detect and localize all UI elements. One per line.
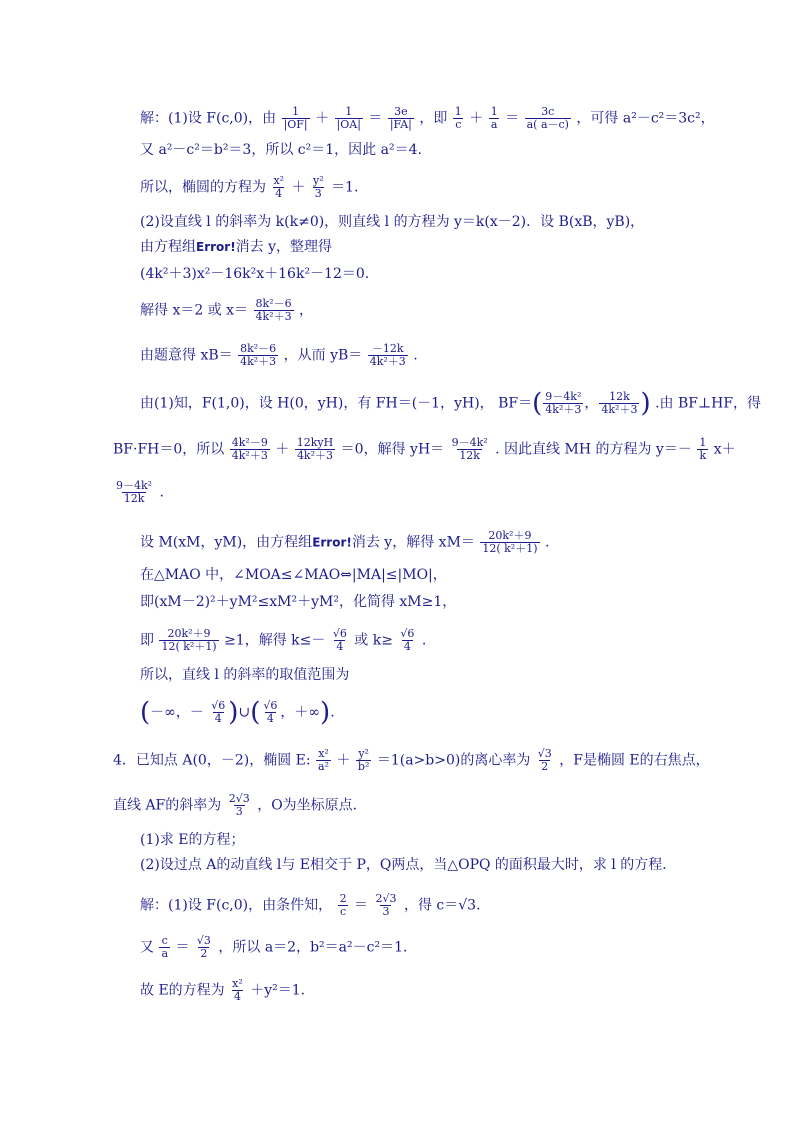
numerator: 9－4k²	[451, 436, 488, 449]
solution-line-6: (4k²＋3)x²－16k²x＋16k²－12＝0.	[140, 266, 370, 282]
text: ＋	[336, 752, 351, 769]
numerator: √6	[263, 699, 278, 712]
solution-4-line-3	[140, 978, 305, 1003]
text: ＝1(a>b>0)的离心率为	[376, 752, 531, 769]
numerator: 4k²－9	[231, 436, 268, 449]
text: －∞，－	[150, 704, 204, 721]
text: ∪	[238, 704, 251, 721]
fraction	[261, 700, 279, 725]
numerator: 1	[699, 436, 707, 449]
problem-4-line-2	[113, 793, 367, 818]
fraction	[388, 106, 414, 131]
text: BF·FH＝0，所以	[113, 441, 225, 458]
denominator: k	[699, 449, 707, 462]
text: .由 BF⊥HF，得	[655, 395, 762, 412]
text: .	[413, 347, 418, 364]
text: ，O为坐标原点．	[257, 797, 367, 814]
solution-line-11	[113, 480, 164, 505]
vector-text: FH＝(－1，yH)，	[375, 395, 494, 412]
denominator: 2	[541, 760, 549, 773]
solution-line-7	[140, 298, 313, 323]
text: 由题意得 xB＝	[140, 347, 233, 364]
numerator: 20k²＋9	[167, 627, 211, 640]
text: ，得 c＝√3.	[403, 897, 481, 914]
numerator: x²	[273, 174, 285, 187]
text: ，即	[419, 110, 448, 127]
fraction	[227, 793, 252, 818]
text: ＋	[469, 110, 484, 127]
solution-line-3	[140, 175, 358, 200]
numerator: 8k²－6	[255, 297, 292, 310]
problem-4-part-2: (2)设过点 A的动直线 l与 E相交于 P，Q两点，当△OPQ 的面积最大时，求 l 的方程．	[140, 857, 677, 873]
fraction	[536, 748, 554, 773]
text: 故 E的方程为	[140, 982, 225, 999]
bracket: )	[320, 697, 331, 728]
solution-line-13: 在△MAO 中，∠MOA≤∠MAO⇔|MA|≤|MO|，	[140, 567, 447, 583]
fraction	[335, 106, 363, 131]
denominator: a( a－c)	[526, 118, 569, 131]
error-text: Error!	[196, 240, 236, 254]
solution-line-14: 即(xM－2)²＋yM²≤xM²＋yM²，化简得 xM≥1，	[140, 594, 457, 610]
problem-4-part-1: (1)求 E的方程；	[140, 832, 245, 848]
fraction	[368, 343, 408, 368]
text: 由方程组	[140, 239, 196, 255]
text: 设 M(xM，yM)，由方程组	[140, 534, 313, 551]
denominator: 4	[214, 712, 222, 725]
text: ＝	[175, 939, 190, 956]
denominator: c	[339, 905, 347, 918]
fraction	[316, 748, 331, 773]
text: ＋	[275, 441, 290, 458]
text: .	[544, 534, 550, 551]
fraction	[282, 106, 310, 131]
text: .	[159, 484, 164, 501]
numerator: 20k²＋9	[488, 529, 532, 542]
text: ＝	[368, 110, 383, 127]
fraction	[489, 106, 500, 131]
fraction	[271, 175, 286, 200]
text: 解：(1)设 F(c,0)，由条件知，	[140, 897, 333, 914]
fraction	[599, 391, 639, 416]
fraction	[356, 748, 371, 773]
vector-text: BF＝	[498, 395, 533, 412]
text: ，F是椭圆 E的右焦点，	[559, 752, 710, 769]
text: ＝1.	[331, 179, 359, 196]
text: ＋y²＝1.	[250, 982, 306, 999]
text: ＝0，解得 yH＝	[340, 441, 445, 458]
solution-line-5	[140, 238, 332, 256]
bracket: )	[228, 697, 239, 728]
solution-line-9: 由(1)知，F(1,0)，设 H(0，yH)，有 FH＝(－1，yH)， BF＝( $\frac{\text{9－4k²}}{\text{4k²＋3}}$ ， $\frac{12k}{\text{4k²＋3}}$ ) .由 BF⊥HF，得	[140, 388, 762, 419]
denominator: 12k	[123, 492, 145, 505]
numerator: 9－4k²	[116, 479, 153, 492]
text: 直线 AF的斜率为	[113, 797, 222, 814]
denominator: 3	[314, 187, 322, 200]
denominator: a	[490, 118, 498, 131]
numerator: √6	[400, 627, 415, 640]
text: ＝	[354, 897, 369, 914]
solution-line-12	[140, 530, 549, 555]
text: 消去 y，整理得	[235, 239, 333, 255]
numerator: 12kyH	[296, 436, 334, 449]
numerator: x²	[232, 977, 243, 990]
solution-4-line-2	[140, 935, 407, 960]
fraction	[398, 628, 416, 653]
text: ＋	[315, 110, 330, 127]
denominator: 4	[275, 187, 283, 200]
numerator: 1	[292, 105, 300, 118]
denominator: 4k²＋3	[369, 355, 406, 368]
bracket: )	[640, 388, 651, 419]
text: ＋	[291, 179, 306, 196]
fraction	[311, 175, 326, 200]
denominator: 12k	[459, 449, 480, 462]
text: 即	[140, 632, 154, 649]
solution-line-2: 又 a²－c²＝b²＝3，所以 c²＝1，因此 a²＝4.	[140, 142, 422, 158]
denominator: 12( k²＋1)	[482, 542, 538, 555]
numerator: －12k	[371, 342, 404, 355]
numerator: 12k	[609, 390, 630, 403]
denominator: 4	[266, 712, 274, 725]
fraction	[697, 437, 708, 462]
numerator: 9－4k²	[545, 390, 582, 403]
solution-line-8	[140, 343, 418, 368]
text: 解：(1)设 F(c,0)，由	[140, 110, 277, 127]
numerator: √6	[211, 699, 226, 712]
fraction	[159, 628, 218, 653]
bracket: (	[250, 697, 261, 728]
numerator: √6	[332, 627, 347, 640]
denominator: a²	[318, 760, 330, 773]
solution-line-15	[140, 628, 426, 653]
numerator: 3c	[541, 105, 555, 118]
denominator: 4k²＋3	[231, 449, 268, 462]
text: ，＋∞	[280, 704, 321, 721]
solution-line-16: 所以，直线 l 的斜率的取值范围为	[140, 667, 350, 683]
denominator: 4k²＋3	[545, 403, 582, 416]
denominator: 3	[382, 905, 390, 918]
text: . 因此直线 MH 的方程为 y＝－	[495, 441, 692, 458]
denominator: c	[455, 118, 462, 131]
denominator: |FA|	[389, 118, 412, 131]
text: ＝	[505, 110, 520, 127]
denominator: 4k²＋3	[601, 403, 638, 416]
denominator: 4k²＋3	[255, 310, 292, 323]
text: 4．已知点 A(0，－2)，椭圆 E:	[113, 752, 311, 769]
error-text: Error!	[312, 535, 352, 550]
denominator: |OA|	[336, 118, 361, 131]
text: ，从而 yB＝	[283, 347, 363, 364]
text: .	[330, 704, 335, 721]
denominator: 4	[403, 640, 411, 653]
text: ，可得 a²－c²＝3c²，	[576, 110, 715, 127]
denominator: 12( k²＋1)	[161, 640, 217, 653]
fraction	[373, 893, 398, 918]
denominator: |OF|	[283, 118, 308, 131]
numerator: 3e	[394, 105, 408, 118]
numerator: 2√3	[375, 892, 397, 905]
text: 又	[140, 939, 154, 956]
fraction	[453, 106, 464, 131]
fraction	[543, 391, 583, 416]
denominator: 4k²＋3	[240, 355, 277, 368]
denominator: 4	[336, 640, 344, 653]
numerator: √3	[537, 747, 552, 760]
text: 所以，椭圆的方程为	[140, 179, 266, 196]
fraction	[331, 628, 349, 653]
text: ，	[299, 302, 314, 319]
fraction	[159, 935, 170, 960]
fraction	[295, 437, 335, 462]
denominator: 4k²＋3	[296, 449, 334, 462]
text: ，所以 a＝2，b²＝a²－c²＝1.	[218, 939, 408, 956]
numerator: 1	[454, 105, 462, 118]
numerator: y²	[358, 747, 369, 760]
fraction	[195, 935, 213, 960]
bracket: (	[532, 388, 543, 419]
denominator: 3	[235, 805, 243, 818]
numerator: 2	[339, 892, 347, 905]
problem-4-line-1	[113, 748, 710, 773]
denominator: b²	[357, 760, 370, 773]
numerator: y²	[312, 174, 324, 187]
fraction	[450, 437, 490, 462]
fraction	[254, 298, 294, 323]
fraction	[209, 700, 227, 725]
numerator: 1	[490, 105, 498, 118]
fraction	[230, 978, 245, 1003]
denominator: a	[161, 947, 169, 960]
numerator: √3	[196, 934, 211, 947]
text: 由(1)知，F(1,0)，设 H(0，yH)，有	[140, 395, 372, 412]
fraction	[114, 480, 154, 505]
text: 解得 x＝2 或 x＝	[140, 302, 249, 319]
solution-line-1	[140, 106, 715, 131]
text: 或 k≥	[354, 632, 393, 649]
numerator: x²	[318, 747, 329, 760]
denominator: 2	[200, 947, 208, 960]
numerator: 2√3	[228, 792, 250, 805]
fraction	[230, 437, 270, 462]
numerator: c	[161, 934, 168, 947]
text: ≥1，解得 k≤－	[224, 632, 326, 649]
fraction	[480, 530, 539, 555]
fraction	[238, 343, 278, 368]
numerator: 8k²－6	[240, 342, 277, 355]
solution-line-17	[140, 697, 335, 728]
text: .	[421, 632, 427, 649]
bracket: (	[140, 697, 151, 728]
numerator: 1	[345, 105, 353, 118]
fraction	[338, 893, 349, 918]
solution-4-line-1	[140, 893, 481, 918]
text: 消去 y，解得 xM＝	[351, 534, 475, 551]
solution-line-10	[113, 437, 736, 462]
denominator: 4	[233, 990, 241, 1003]
fraction	[525, 106, 571, 131]
text: x＋	[713, 441, 736, 458]
solution-line-4: (2)设直线 l 的斜率为 k(k≠0)，则直线 l 的方程为 y＝k(x－2)．设 B(xB，yB)，	[140, 214, 645, 230]
